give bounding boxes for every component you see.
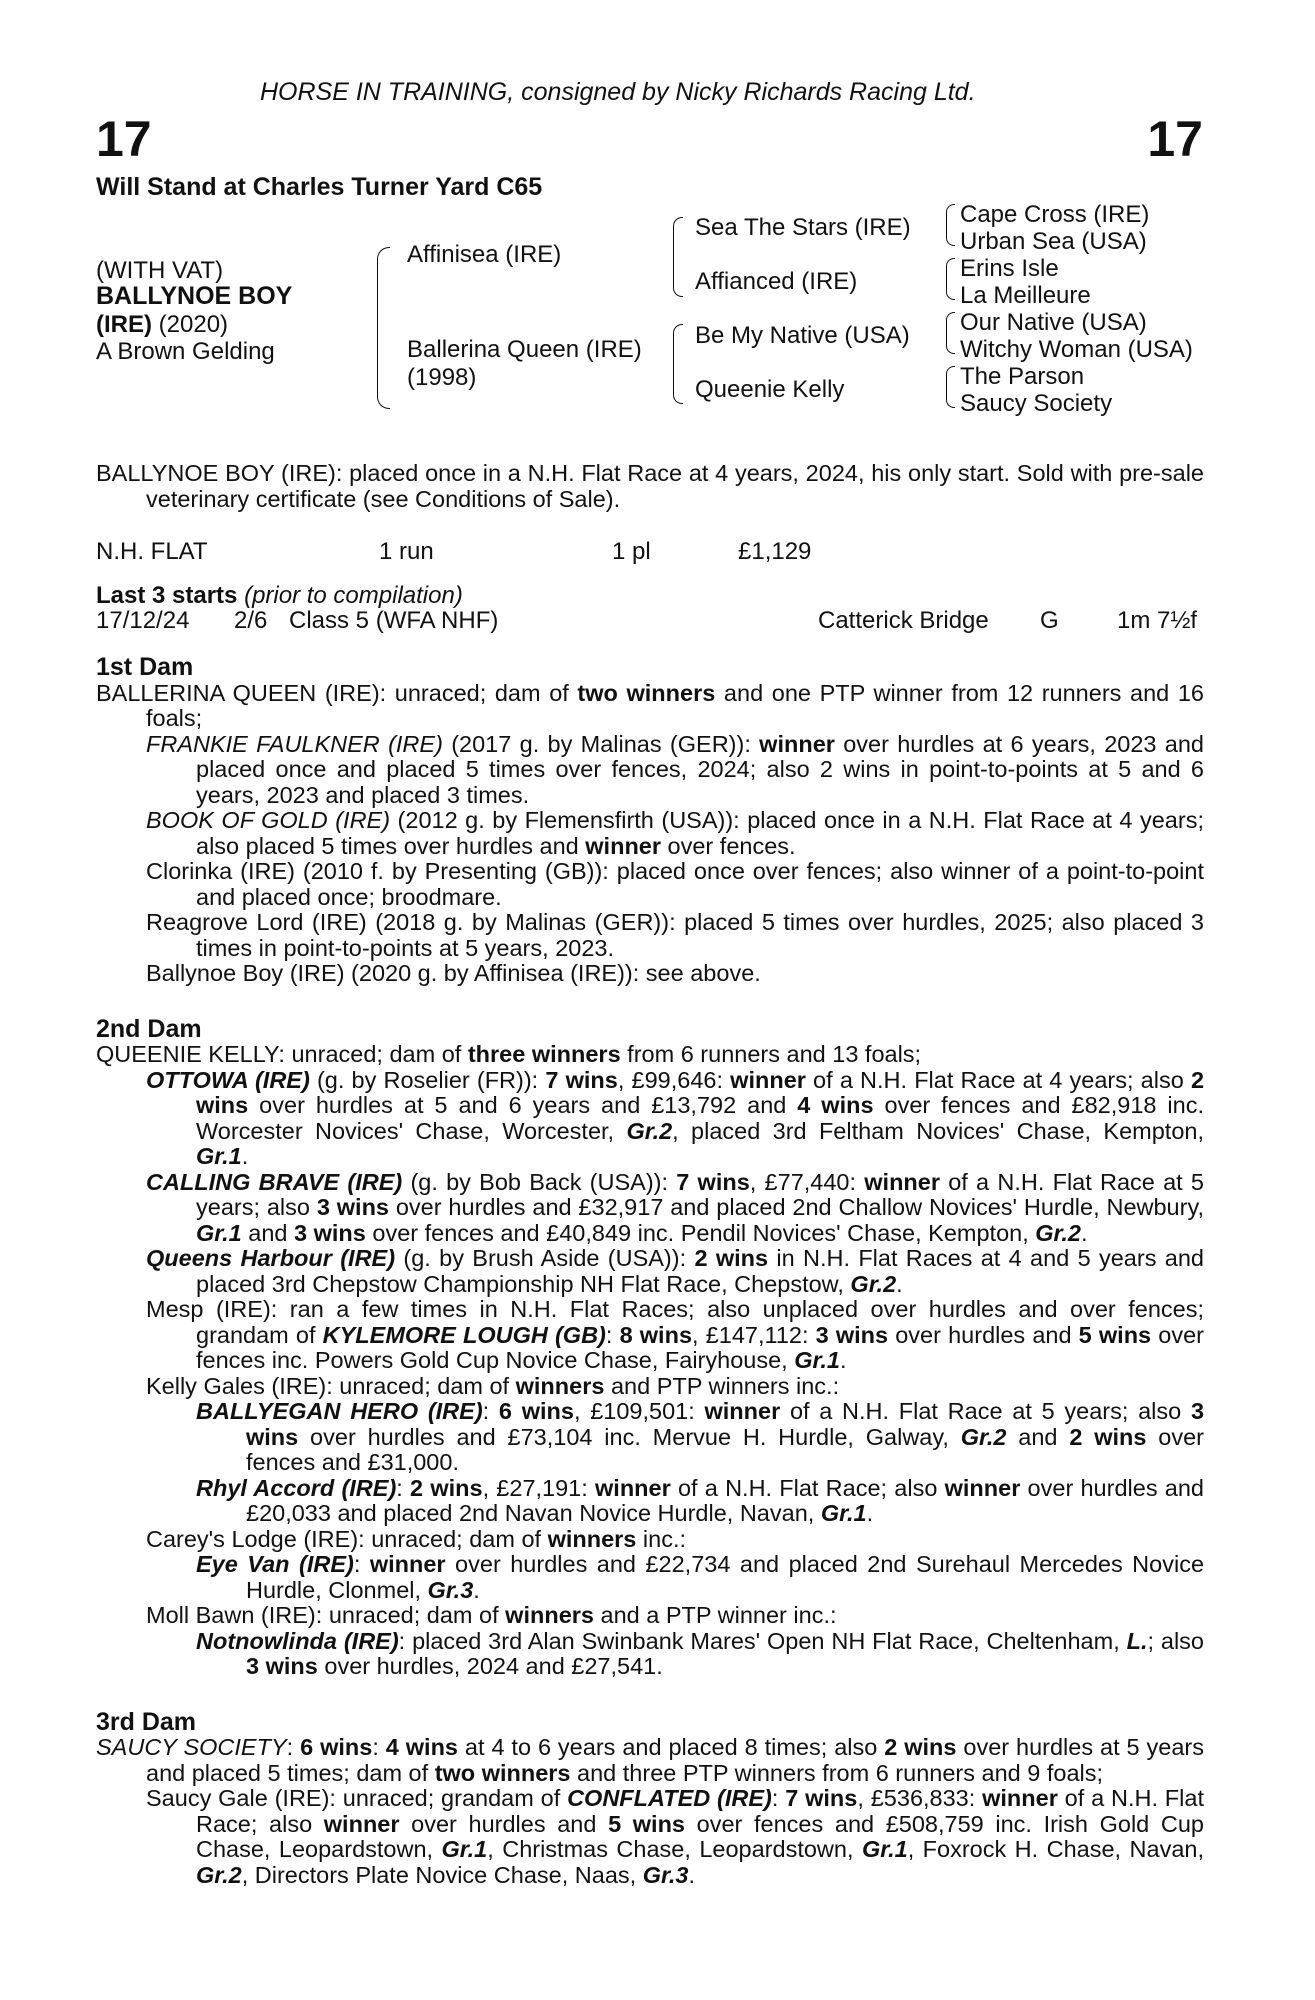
ancestor-4: La Meilleure <box>960 282 1091 309</box>
lot-number-left: 17 <box>96 111 152 167</box>
consignor-line: HORSE IN TRAINING, consigned by Nicky Richards Racing Ltd. <box>260 78 976 106</box>
start-position: 2/6 <box>234 607 268 634</box>
pedigree-bracket-2a <box>673 217 683 297</box>
ancestor-7: The Parson <box>960 363 1085 390</box>
grandprogeny-rhyl-accord: Rhyl Accord (IRE): 2 wins, £27,191: winner of a N.H. Flat Race; also winner over hurdles and £20,033 and placed 2nd Navan Novice Hurdle, Navan, Gr.1. <box>196 1474 1204 1526</box>
pedigree-bracket-3a <box>946 204 955 246</box>
pedigree-bracket-2b <box>673 324 683 404</box>
dam-sections <box>96 647 1204 1888</box>
progeny-saucy-gale: Saucy Gale (IRE): unraced; grandam of CONFLATED (IRE): 7 wins, £536,833: winner of a N.H. Flat Race; also winner over hurdles and 5 wins over fences and £508,759 inc. Irish Gold Cup Chase, Leopardstown, Gr.1, Christmas Chase, Leopardstown, Gr.1, Foxrock H. Chase, Navan, Gr.2, Directors Plate Novice Chase, Naas, Gr.3. <box>146 1785 1204 1888</box>
horse-year: (2020) <box>158 311 229 338</box>
first-dam-intro: BALLERINA QUEEN (IRE): unraced; dam of two winners and one PTP winner from 12 runners and 16 foals; <box>96 679 1204 731</box>
summary-text: placed once in a N.H. Flat Race at 4 years, 2024, his only start. Sold with pre-sale veterinary certificate (see Conditions of Sale). <box>146 460 1204 512</box>
progeny-reagrove-lord: Reagrove Lord (IRE) (2018 g. by Malinas (GER)): placed 5 times over hurdles, 2025; also placed 3 times in point-to-points at 5 years, 2023. <box>146 909 1204 961</box>
pedigree-bracket-3d <box>946 366 955 408</box>
vat-note: (WITH VAT) <box>96 257 224 284</box>
pedigree-bracket-1 <box>377 247 390 409</box>
horse-origin: (IRE) <box>96 311 152 338</box>
race-summary <box>96 461 1204 512</box>
first-dam-heading: 1st Dam <box>96 653 194 681</box>
progeny-book-of-gold: BOOK OF GOLD (IRE) (2012 g. by Flemensfirth (USA)): placed once in a N.H. Flat Race at 4 years; also placed 5 times over hurdles and winner over fences. <box>146 807 1204 859</box>
progeny-mesp: Mesp (IRE): ran a few times in N.H. Flat Races; also unplaced over hurdles and over fences; grandam of KYLEMORE LOUGH (GB): 8 wins, £147,112: 3 wins over hurdles and 5 wins over fences inc. Powers Gold Cup Novice Chase, Fairyhouse, Gr.1. <box>146 1296 1204 1373</box>
start-race: Class 5 (WFA NHF) <box>289 607 499 634</box>
grandprogeny-notnowlinda: Notnowlinda (IRE): placed 3rd Alan Swinbank Mares' Open NH Flat Race, Cheltenham, L.; also 3 wins over hurdles, 2024 and £27,541. <box>196 1627 1204 1679</box>
record-placed: 1 pl <box>612 538 651 565</box>
ancestor-8: Saucy Society <box>960 390 1113 417</box>
dam-dam: Queenie Kelly <box>695 376 845 403</box>
progeny-ottowa: OTTOWA (IRE) (g. by Roselier (FR)): 7 wins, £99,646: winner of a N.H. Flat Race at 4 years; also 2 wins over hurdles at 5 and 6 years and £13,792 and 4 wins over fences and £82,918 inc. Worcester Novices' Chase, Worcester, Gr.2, placed 3rd Feltham Novices' Chase, Kempton, Gr.1. <box>146 1066 1205 1169</box>
sire: Affinisea (IRE) <box>407 241 562 268</box>
third-dam-intro: SAUCY SOCIETY: 6 wins: 4 wins at 4 to 6 years and placed 8 times; also 2 wins over hurdles at 5 years and placed 5 times; dam of two winners and three PTP winners from 6 runners and 9 foals; <box>96 1734 1204 1786</box>
ancestor-3: Erins Isle <box>960 255 1059 282</box>
horse-name: BALLYNOE BOY <box>96 282 293 310</box>
horse-origin-year <box>96 311 228 338</box>
summary-horse: BALLYNOE BOY (IRE): <box>96 460 343 486</box>
dam-year: (1998) <box>407 364 477 391</box>
progeny-clorinka: Clorinka (IRE) (2010 f. by Presenting (GB)): placed once over fences; also winner of a point-to-point and placed once; broodmare. <box>146 858 1204 910</box>
stand-location: Will Stand at Charles Turner Yard C65 <box>96 173 543 201</box>
ancestor-5: Our Native (USA) <box>960 309 1147 336</box>
pedigree-bracket-3c <box>946 312 955 354</box>
dam: Ballerina Queen (IRE) <box>407 336 642 363</box>
progeny-moll-bawn: Moll Bawn (IRE): unraced; dam of winners and a PTP winner inc.: <box>146 1602 837 1628</box>
ancestor-2: Urban Sea (USA) <box>960 228 1147 255</box>
progeny-queens-harbour: Queens Harbour (IRE) (g. by Brush Aside (USA)): 2 wins in N.H. Flat Races at 4 and 5 years and placed 3rd Chepstow Championship NH Flat Race, Chepstow, Gr.2. <box>146 1245 1204 1297</box>
progeny-kelly-gales: Kelly Gales (IRE): unraced; dam of winners and PTP winners inc.: <box>146 1372 840 1399</box>
last-starts-note: (prior to compilation) <box>244 582 463 609</box>
pedigree-bracket-3b <box>946 258 955 300</box>
dam-sire: Be My Native (USA) <box>695 322 910 349</box>
progeny-ballynoe-boy: Ballynoe Boy (IRE) (2020 g. by Affinisea (IRE)): see above. <box>146 960 761 986</box>
grandprogeny-ballyegan-hero: BALLYEGAN HERO (IRE): 6 wins, £109,501: winner of a N.H. Flat Race at 5 years; also 3 wins over hurdles and £73,104 inc. Mervue H. Hurdle, Galway, Gr.2 and 2 wins over fences and £31,000. <box>196 1398 1205 1475</box>
lot-number-right: 17 <box>1147 111 1203 167</box>
start-course: Catterick Bridge <box>818 607 989 634</box>
record-earnings: £1,129 <box>738 538 812 565</box>
start-date: 17/12/24 <box>96 607 190 634</box>
start-distance: 1m 7½f <box>1117 607 1198 634</box>
sire-dam: Affianced (IRE) <box>695 268 858 295</box>
ancestor-6: Witchy Woman (USA) <box>960 336 1193 363</box>
last-starts-title: Last 3 starts <box>96 582 238 609</box>
summary-paragraph <box>96 461 1204 512</box>
third-dam-heading: 3rd Dam <box>96 1707 197 1736</box>
second-dam-heading: 2nd Dam <box>96 1014 202 1043</box>
record-runs: 1 run <box>379 538 434 565</box>
horse-description: A Brown Gelding <box>96 338 275 365</box>
record-type: N.H. FLAT <box>96 538 208 565</box>
start-going: G <box>1040 607 1059 634</box>
ancestor-1: Cape Cross (IRE) <box>960 201 1150 228</box>
second-dam-intro: QUEENIE KELLY: unraced; dam of three winners from 6 runners and 13 foals; <box>96 1041 922 1067</box>
progeny-careys-lodge: Carey's Lodge (IRE): unraced; dam of winners inc.: <box>146 1525 687 1552</box>
sire-sire: Sea The Stars (IRE) <box>695 214 911 241</box>
grandprogeny-eye-van: Eye Van (IRE): winner over hurdles and £22,734 and placed 2nd Surehaul Mercedes Novice Hurdle, Clonmel, Gr.3. <box>196 1551 1205 1603</box>
progeny-frankie-faulkner: FRANKIE FAULKNER (IRE) (2017 g. by Malinas (GER)): winner over hurdles at 6 years, 2023 and placed once and placed 5 times over fences, 2024; also 2 wins in point-to-points at 5 and 6 years, 2023 and placed 3 times. <box>146 730 1204 808</box>
last-starts-heading <box>96 582 463 610</box>
progeny-calling-brave: CALLING BRAVE (IRE) (g. by Bob Back (USA)): 7 wins, £77,440: winner of a N.H. Flat Race at 5 years; also 3 wins over hurdles and £32,917 and placed 2nd Challow Novices' Hurdle, Newbury, Gr.1 and 3 wins over fences and £40,849 inc. Pendil Novices' Chase, Kempton, Gr.2. <box>146 1168 1204 1246</box>
